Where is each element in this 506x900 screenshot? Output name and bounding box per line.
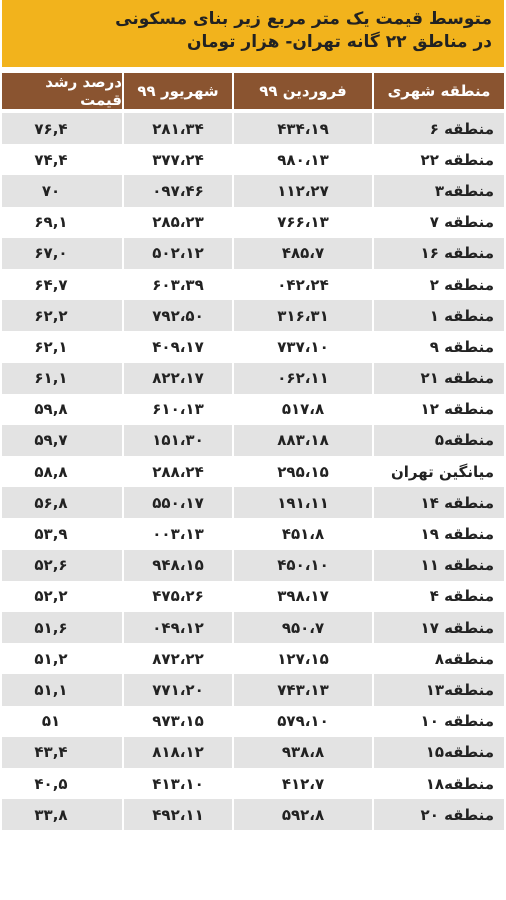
growth-cell: ۵۱,۱ (2, 674, 122, 705)
growth-cell: ۷۴,۴ (2, 144, 122, 175)
growth-cell: ۶۲,۱ (2, 331, 122, 362)
district-cell: میانگین تهران (372, 456, 504, 487)
growth-cell: ۵۱ (2, 706, 122, 737)
farvardin-cell: ۲۹۵،۱۵ (232, 456, 372, 487)
district-cell: منطقه ۲۱ (372, 363, 504, 394)
farvardin-cell: ۴۱۲،۷ (232, 768, 372, 799)
district-cell: منطقه ۹ (372, 331, 504, 362)
farvardin-cell: ۴۸۵،۷ (232, 238, 372, 269)
shahrivar-cell: ۴۹۲،۱۱ (122, 799, 232, 830)
title-line-2: در مناطق ۲۲ گانه تهران- هزار تومان (187, 32, 492, 52)
table-row (2, 269, 504, 300)
growth-cell: ۵۱,۶ (2, 612, 122, 643)
district-cell: منطقه ۲ (372, 269, 504, 300)
title-banner (2, 0, 504, 67)
table-row (2, 706, 504, 737)
shahrivar-cell: ۱۵۱،۳۰ (122, 425, 232, 456)
farvardin-cell: ۴۳۴،۱۹ (232, 113, 372, 144)
farvardin-cell: ۰۴۲،۲۴ (232, 269, 372, 300)
table-row (2, 799, 504, 830)
table-row (2, 487, 504, 518)
farvardin-cell: ۸۸۳،۱۸ (232, 425, 372, 456)
farvardin-cell: ۰۶۲،۱۱ (232, 363, 372, 394)
farvardin-cell: ۷۶۶،۱۳ (232, 207, 372, 238)
farvardin-cell: ۱۱۲،۲۷ (232, 175, 372, 206)
table-row (2, 113, 504, 144)
farvardin-cell: ۱۲۷،۱۵ (232, 643, 372, 674)
table-row (2, 300, 504, 331)
table-row (2, 612, 504, 643)
district-cell: منطقه۸ (372, 643, 504, 674)
table-row (2, 207, 504, 238)
shahrivar-cell: ۹۴۸،۱۵ (122, 550, 232, 581)
shahrivar-cell: ۰۹۷،۴۶ (122, 175, 232, 206)
table-row (2, 674, 504, 705)
growth-cell: ۷۶,۴ (2, 113, 122, 144)
shahrivar-cell: ۴۰۹،۱۷ (122, 331, 232, 362)
shahrivar-cell: ۰۴۹،۱۲ (122, 612, 232, 643)
growth-cell: ۵۲,۲ (2, 581, 122, 612)
shahrivar-cell: ۷۹۲،۵۰ (122, 300, 232, 331)
district-cell: منطقه ۶ (372, 113, 504, 144)
shahrivar-cell: ۳۷۷،۲۴ (122, 144, 232, 175)
table-row (2, 363, 504, 394)
farvardin-cell: ۴۵۱،۸ (232, 518, 372, 549)
growth-cell: ۵۸,۸ (2, 456, 122, 487)
district-cell: منطقه ۱۴ (372, 487, 504, 518)
shahrivar-cell: ۴۱۳،۱۰ (122, 768, 232, 799)
district-cell: منطقه ۱۶ (372, 238, 504, 269)
farvardin-cell: ۵۱۷،۸ (232, 394, 372, 425)
shahrivar-cell: ۵۰۲،۱۲ (122, 238, 232, 269)
shahrivar-cell: ۲۸۸،۲۴ (122, 456, 232, 487)
shahrivar-cell: ۸۷۲،۲۲ (122, 643, 232, 674)
growth-cell: ۵۹,۸ (2, 394, 122, 425)
table-row (2, 768, 504, 799)
district-cell: منطقه۱۵ (372, 737, 504, 768)
district-cell: منطقه۱۳ (372, 674, 504, 705)
table-row (2, 425, 504, 456)
farvardin-cell: ۹۵۰،۷ (232, 612, 372, 643)
table-row (2, 144, 504, 175)
growth-cell: ۶۲,۲ (2, 300, 122, 331)
table-row (2, 238, 504, 269)
shahrivar-cell: ۸۲۲،۱۷ (122, 363, 232, 394)
table-row (2, 394, 504, 425)
growth-cell: ۳۳,۸ (2, 799, 122, 830)
growth-cell: ۷۰ (2, 175, 122, 206)
table-row (2, 737, 504, 768)
district-cell: منطقه ۲۲ (372, 144, 504, 175)
district-cell: منطقه ۱۷ (372, 612, 504, 643)
table-row (2, 581, 504, 612)
growth-cell: ۵۱,۲ (2, 643, 122, 674)
header-farvardin: فروردین ۹۹ (232, 73, 372, 109)
header-growth: درصد رشد قیمت (2, 73, 122, 109)
district-cell: منطقه ۱۰ (372, 706, 504, 737)
table-header (2, 73, 504, 109)
district-cell: منطقه ۲۰ (372, 799, 504, 830)
growth-cell: ۴۳,۴ (2, 737, 122, 768)
farvardin-cell: ۷۳۷،۱۰ (232, 331, 372, 362)
district-cell: منطقه ۱۹ (372, 518, 504, 549)
shahrivar-cell: ۶۰۳،۳۹ (122, 269, 232, 300)
growth-cell: ۵۳,۹ (2, 518, 122, 549)
shahrivar-cell: ۴۷۵،۲۶ (122, 581, 232, 612)
table-row (2, 550, 504, 581)
shahrivar-cell: ۰۰۳،۱۳ (122, 518, 232, 549)
shahrivar-cell: ۸۱۸،۱۲ (122, 737, 232, 768)
district-cell: منطقه ۱۲ (372, 394, 504, 425)
district-cell: منطقه۳ (372, 175, 504, 206)
growth-cell: ۶۷,۰ (2, 238, 122, 269)
district-cell: منطقه۱۸ (372, 768, 504, 799)
shahrivar-cell: ۶۱۰،۱۳ (122, 394, 232, 425)
district-cell: منطقه ۱۱ (372, 550, 504, 581)
farvardin-cell: ۳۹۸،۱۷ (232, 581, 372, 612)
farvardin-cell: ۱۹۱،۱۱ (232, 487, 372, 518)
farvardin-cell: ۳۱۶،۳۱ (232, 300, 372, 331)
growth-cell: ۵۶,۸ (2, 487, 122, 518)
farvardin-cell: ۷۴۳،۱۳ (232, 674, 372, 705)
district-cell: منطقه۵ (372, 425, 504, 456)
growth-cell: ۵۲,۶ (2, 550, 122, 581)
shahrivar-cell: ۷۷۱،۲۰ (122, 674, 232, 705)
table-row (2, 456, 504, 487)
table-row (2, 331, 504, 362)
farvardin-cell: ۹۸۰،۱۳ (232, 144, 372, 175)
shahrivar-cell: ۲۸۵،۲۳ (122, 207, 232, 238)
district-cell: منطقه ۴ (372, 581, 504, 612)
header-district: منطقه شهری (372, 73, 504, 109)
farvardin-cell: ۵۷۹،۱۰ (232, 706, 372, 737)
shahrivar-cell: ۵۵۰،۱۷ (122, 487, 232, 518)
farvardin-cell: ۴۵۰،۱۰ (232, 550, 372, 581)
farvardin-cell: ۹۳۸،۸ (232, 737, 372, 768)
header-shahrivar: شهریور ۹۹ (122, 73, 232, 109)
shahrivar-cell: ۲۸۱،۳۴ (122, 113, 232, 144)
district-cell: منطقه ۷ (372, 207, 504, 238)
growth-cell: ۵۹,۷ (2, 425, 122, 456)
title-line-1: متوسط قیمت یک متر مربع زیر بنای مسکونی (115, 9, 492, 29)
shahrivar-cell: ۹۷۳،۱۵ (122, 706, 232, 737)
district-cell: منطقه ۱ (372, 300, 504, 331)
growth-cell: ۶۴,۷ (2, 269, 122, 300)
growth-cell: ۶۹,۱ (2, 207, 122, 238)
table-row (2, 643, 504, 674)
table-row (2, 518, 504, 549)
growth-cell: ۴۰,۵ (2, 768, 122, 799)
table-row (2, 175, 504, 206)
farvardin-cell: ۵۹۲،۸ (232, 799, 372, 830)
growth-cell: ۶۱,۱ (2, 363, 122, 394)
table-body (2, 113, 504, 830)
